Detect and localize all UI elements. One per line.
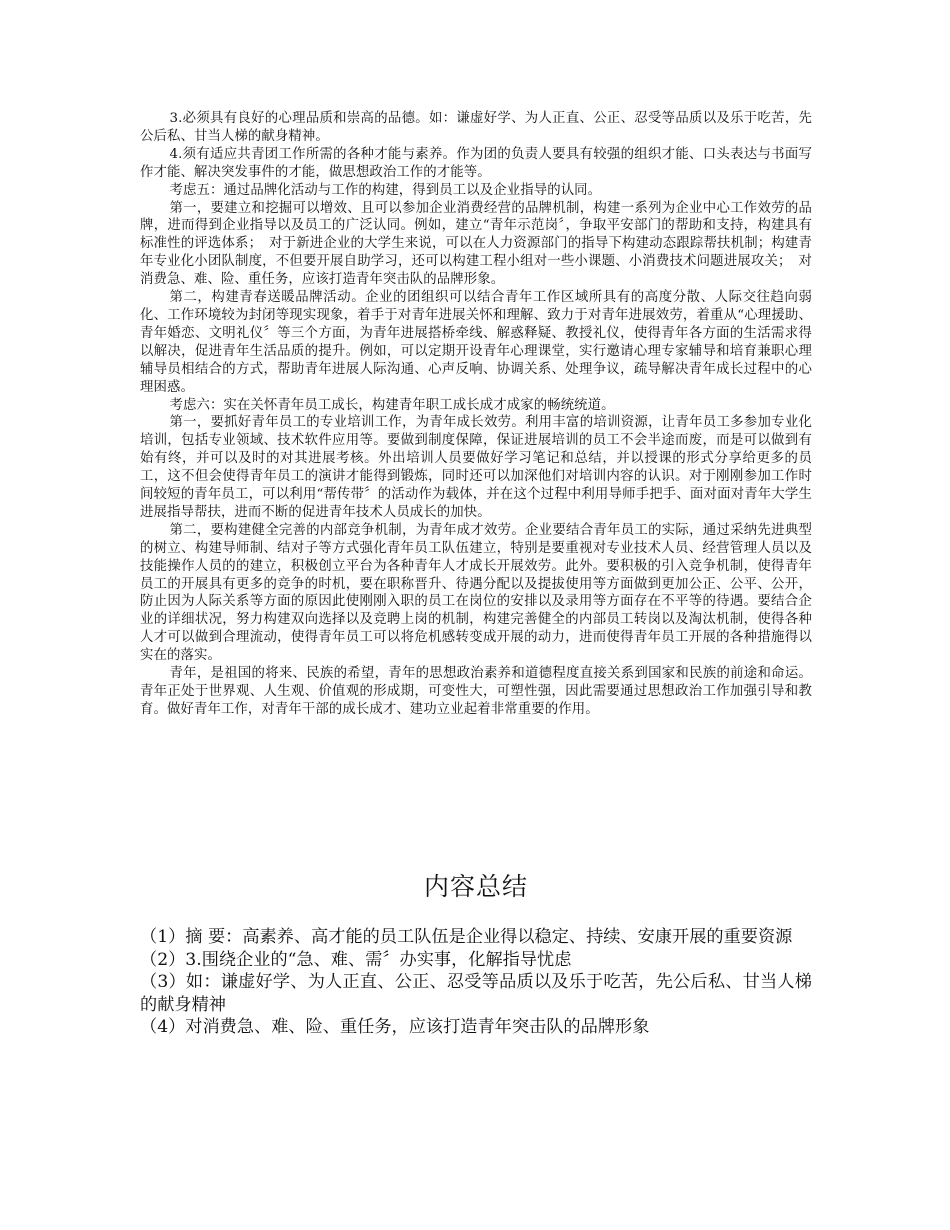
paragraph: 考虑五：通过品牌化活动与工作的构建，得到员工以及企业指导的认同。 bbox=[169, 182, 602, 198]
summary-item: （2）3.围绕企业的“急、难、需〞办实事，化解指导忧虑 bbox=[140, 949, 572, 970]
summary-list bbox=[140, 926, 812, 1039]
paragraph: 第二，构建青春送暖品牌活动。企业的团组织可以结合青年工作区域所具有的高度分散、人际交往趋向弱化、工作环境较为封闭等现实现象，着手于对青年进展关怀和理解、致力于对青年进展效劳，着重从“心理援助、青年婚恋、文明礼仪〞等三个方面，为青年进展搭桥牵线、解惑释疑、教授礼仪，使得青年各方面的生活需求得以解决，促进青年生活品质的提升。例如，可以定期开设青年心理课堂，实行邀请心理专家辅导和培育兼职心理辅导员相结合的方式，帮助青年进展人际沟通、心声反响、协调关系、处理争议，疏导解决青年成长过程中的心理困惑。 bbox=[140, 290, 812, 395]
summary-item: （3）如：谦虚好学、为人正直、公正、忍受等品质以及乐于吃苦，先公后私、甘当人梯的献身精神 bbox=[140, 972, 812, 1015]
summary-item: （1）摘 要：高素养、高才能的员工队伍是企业得以稳定、持续、安康开展的重要资源 bbox=[140, 927, 793, 947]
paragraph: 4.须有适应共青团工作所需的各种才能与素养。作为团的负责人要具有较强的组织才能、口头表达与书面写作才能、解决突发事件的才能，做思想政治工作的才能等。 bbox=[140, 146, 812, 180]
document-body bbox=[140, 110, 812, 719]
paragraph: 考虑六：实在关怀青年员工成长，构建青年职工成长成才成家的畅统统道。 bbox=[169, 397, 615, 413]
paragraph: 青年，是祖国的将来、民族的希望，青年的思想政治素养和道德程度直接关系到国家和民族的前途和命运。青年正处于世界观、人生观、价值观的形成期，可变性大，可塑性强，因此需要通过思想政治工作加强引导和教育。做好青年工作，对青年干部的成长成才、建功立业起着非常重要的作用。 bbox=[140, 666, 812, 717]
paragraph: 第一，要抓好青年员工的专业培训工作，为青年成长效劳。利用丰富的培训资源，让青年员工多参加专业化培训，包括专业领域、技术软件应用等。要做到制度保障，保证进展培训的员工不会半途而废，而是可以做到有始有终，并可以及时的对其进展考核。外出培训人员要做好学习笔记和总结，并以授课的形式分享给更多的员工，这不但会使得青年员工的演讲才能得到锻炼，同时还可以加深他们对培训内容的认识。对于刚刚参加工作时间较短的青年员工，可以利用“帮传带〞的活动作为载体，并在这个过程中利用导师手把手、面对面对青年大学生进展指导帮扶，进而不断的促进青年技术人员成长的加快。 bbox=[140, 415, 812, 520]
paragraph: 3.必须具有良好的心理品质和崇高的品德。如：谦虚好学、为人正直、公正、忍受等品质以及乐于吃苦，先公后私、甘当人梯的献身精神。 bbox=[140, 111, 812, 144]
summary-title: 内容总结 bbox=[423, 872, 528, 901]
summary-item: （4）对消费急、难、险、重任务，应该打造青年突击队的品牌形象 bbox=[140, 1017, 650, 1038]
paragraph: 第二，要构建健全完善的内部竞争机制，为青年成才效劳。企业要结合青年员工的实际，通过采纳先进典型的树立、构建导师制、结对子等方式强化青年员工队伍建立，特别是要重视对专业技术人员、经营管理人员以及技能操作人员的的建立，积极创立平台为各种青年人才成长开展效劳。此外。要积极的引入竞争机制，使得青年员工的开展具有更多的竞争的时机，要在职称晋升、待遇分配以及提拔使用等方面做到更加公正、公平、公开，防止因为人际关系等方面的原因此使刚刚入职的员工在岗位的安排以及录用等方面存在不平等的待遇。要结合企业的详细状况，努力构建双向选择以及竞聘上岗的机制，构建完善健全的内部员工转岗以及淘汰机制，使得各种人才可以做到合理流动，使得青年员工可以将危机感转变成开展的动力，进而使得青年员工开展的各种措施得以实在的落实。 bbox=[140, 522, 812, 664]
paragraph: 第一，要建立和挖掘可以增效、且可以参加企业消费经营的品牌机制，构建一系列为企业中心工作效劳的品牌，进而得到企业指导以及员工的广泛认同。例如，建立“青年示范岗〞，争取平安部门的帮助和支持，构建具有标准性的评选体系； 对于新进企业的大学生来说，可以在人力资源部门的指导下构建动态跟踪帮扶机制；构建青年专业化小团队制度，不但要开展自助学习，还可以构建工程小组对一些小课题、小消费技术问题进展攻关； 对消费急、难、险、重任务，应该打造青年突击队的品牌形象。 bbox=[140, 200, 812, 288]
